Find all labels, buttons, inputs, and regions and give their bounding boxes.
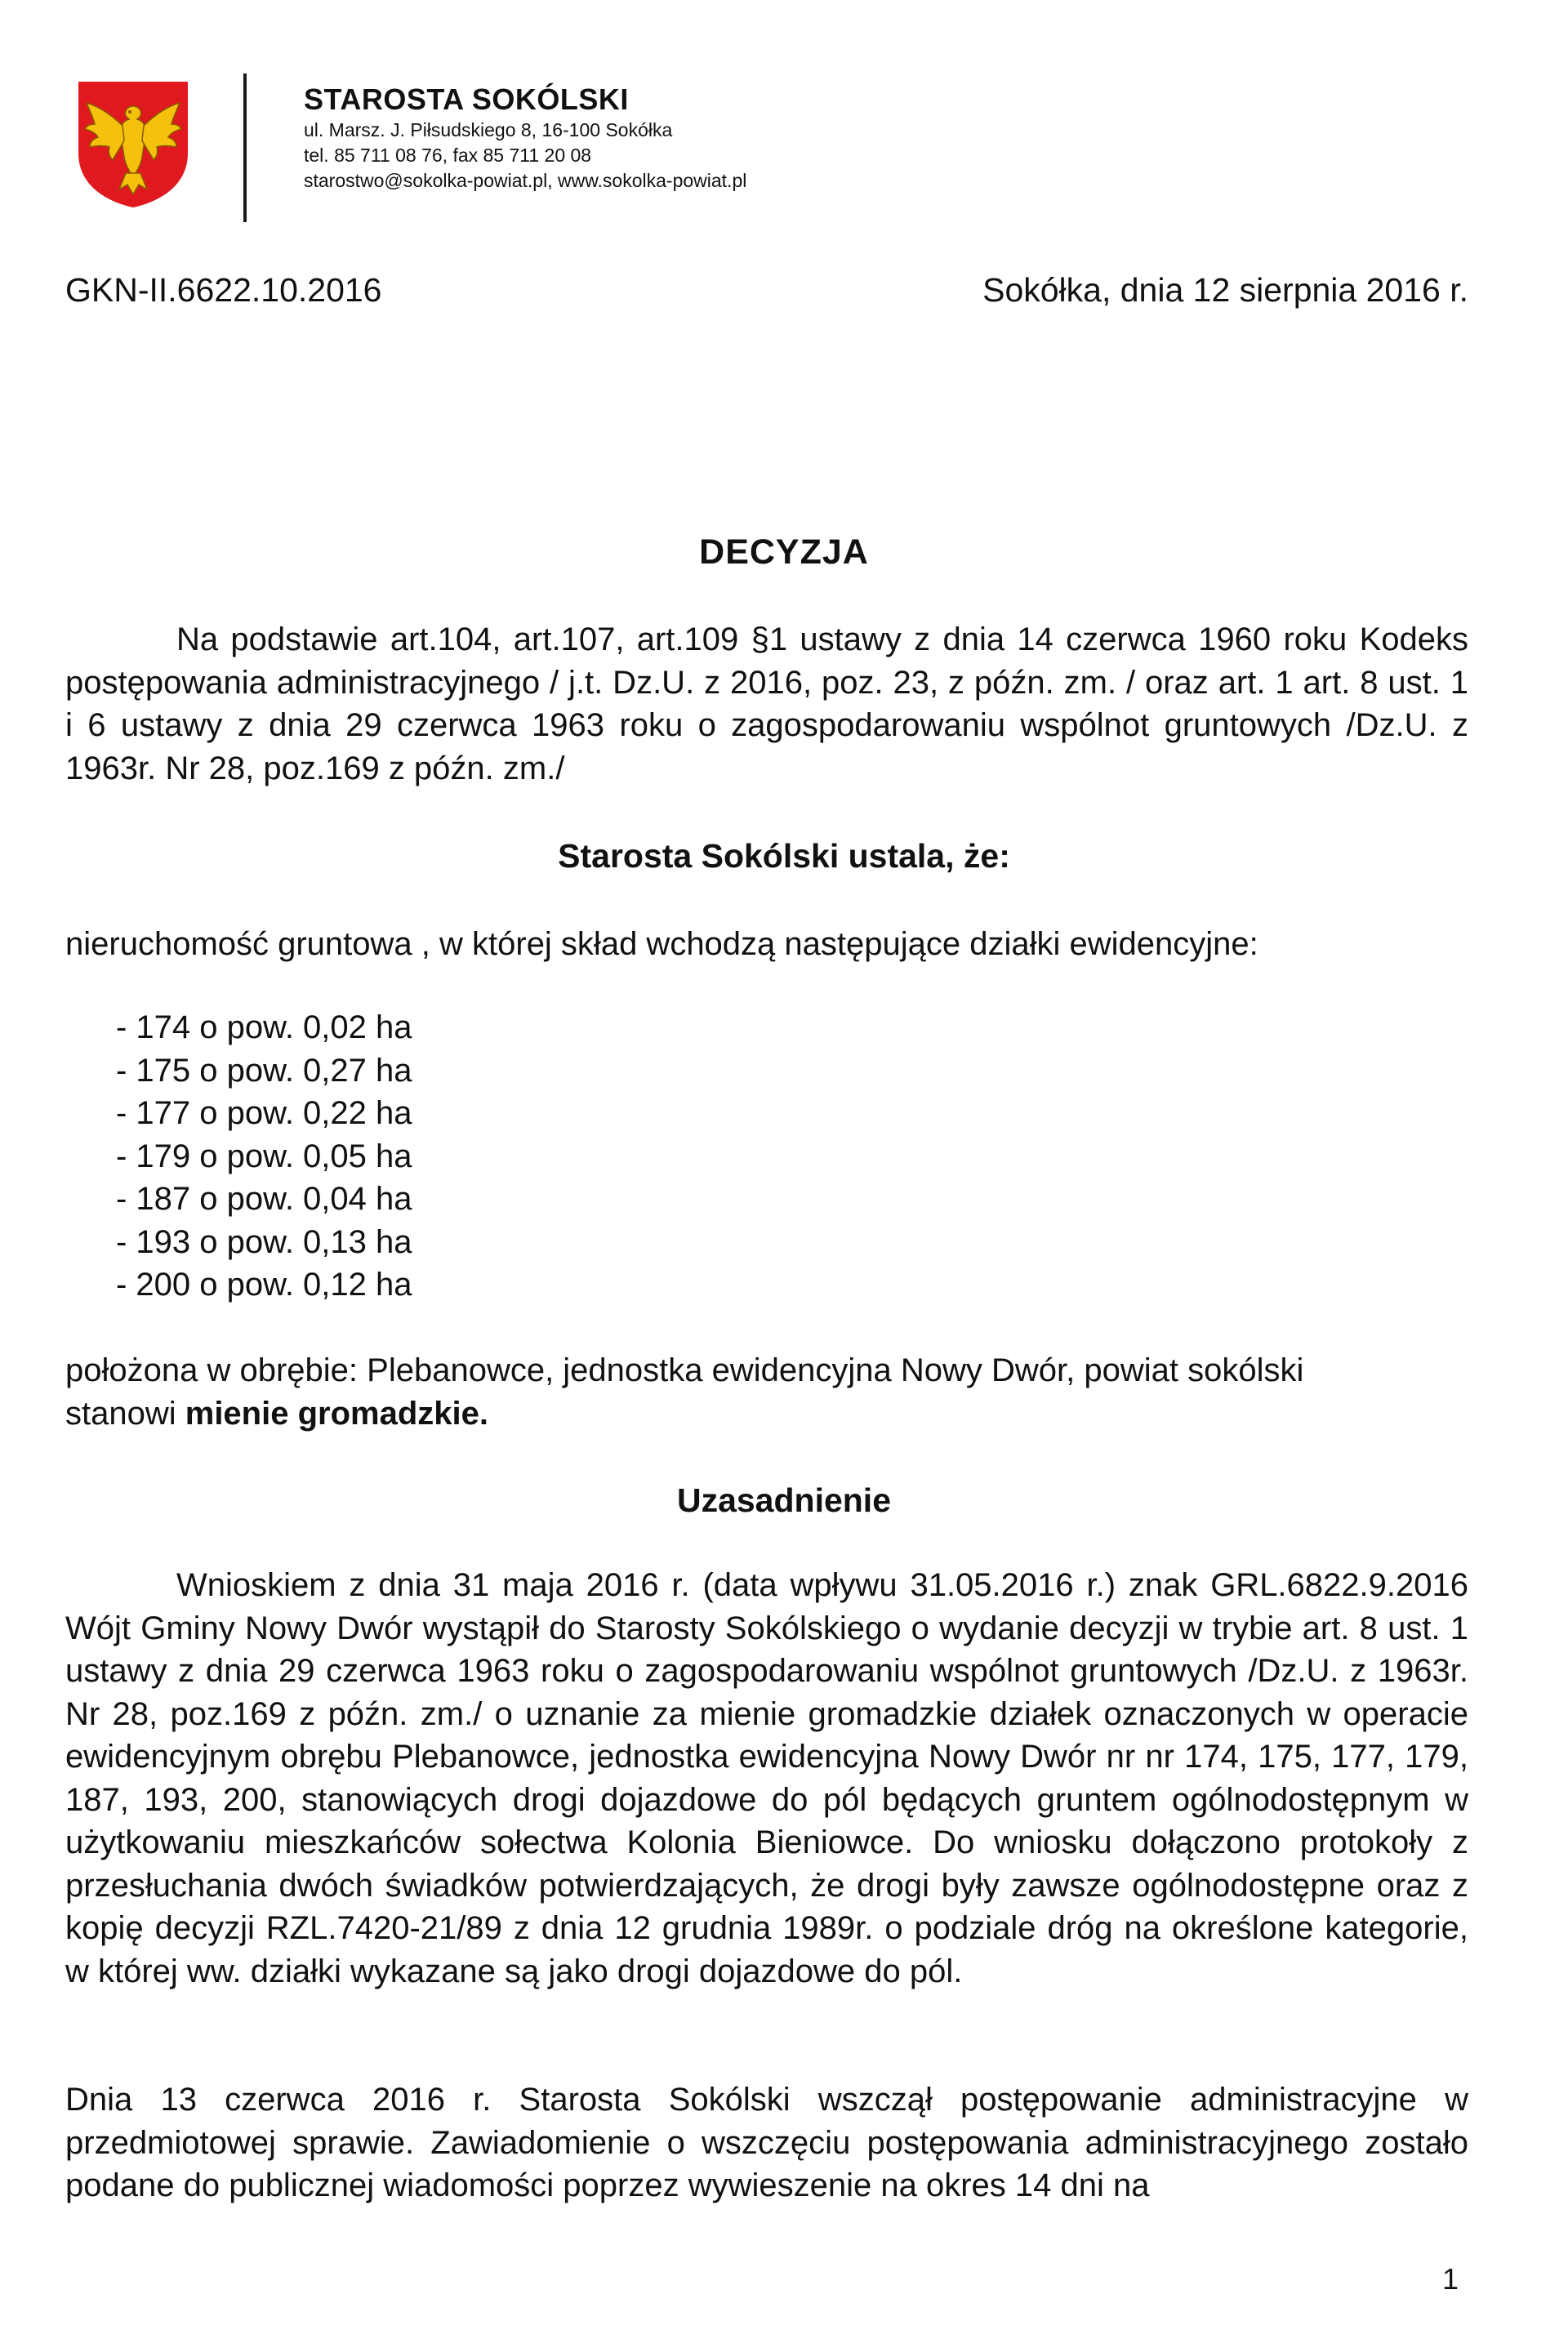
letterhead-divider (243, 74, 247, 222)
status-prefix: stanowi (65, 1395, 185, 1432)
location-line: położona w obrębie: Plebanowce, jednostka ewidencyjna Nowy Dwór, powiat sokólski (65, 1352, 1304, 1388)
status-value: mienie gromadzkie. (185, 1395, 488, 1432)
page-number: 1 (1441, 2262, 1459, 2296)
office-address: ul. Marsz. J. Piłsudskiego 8, 16-100 Sokółka (304, 119, 673, 140)
letterhead (304, 82, 746, 194)
list-item: - 177 o pow. 0,22 ha (116, 1095, 412, 1131)
location-paragraph (65, 1349, 1468, 1435)
plots-list (116, 1006, 412, 1307)
justification-heading: Uzasadnienie (676, 1481, 892, 1519)
justification-paragraph-1: Wnioskiem z dnia 31 maja 2016 r. (data wpływu 31.05.2016 r.) znak GRL.6822.9.2016 Wójt Gminy Nowy Dwór wystąpił do Starosty Sokólskiego o wydanie decyzji w trybie art. 8 ust. 1 ustawy z dnia 29 czerwca 1963 roku o zagospodarowaniu wspólnot gruntowych /Dz.U. z 1963r. Nr 28, poz.169 z późn. zm./ o uznanie za mienie gromadzkie działek oznaczonych w operacie ewidencyjnym obrębu Plebanowce, jednostka ewidencyjna Nowy Dwór nr nr 174, 175, 177, 179, 187, 193, 200, stanowiących drogi dojazdowe do pól będących gruntem ogólnodostępnym w użytkowaniu mieszkańców sołectwa Kolonia Bieniowce. Do wniosku dołączono protokoły z przesłuchania dwóch świadków potwierdzających, że drogi były zawsze ogólnodostępne oraz z kopię decyzji RZL.7420-21/89 z dnia 12 grudnia 1989r. o podziale dróg na określone kategorie, w której ww. działki wykazane są jako drogi dojazdowe do pól. (65, 1567, 1468, 1989)
office-phone: tel. 85 711 08 76, fax 85 711 20 08 (304, 145, 592, 166)
ruling-heading: Starosta Sokólski ustala, że: (558, 837, 1010, 875)
list-item: - 187 o pow. 0,04 ha (116, 1181, 412, 1217)
legal-basis-paragraph: Na podstawie art.104, art.107, art.109 §1 ustawy z dnia 14 czerwca 1960 roku Kodeks postępowania administracyjnego / j.t. Dz.U. z 2016, poz. 23, z późn. zm. / oraz art. 1 art. 8 ust. 1 i 6 ustawy z dnia 29 czerwca 1963 roku o zagospodarowaniu wspólnot gruntowych /Dz.U. z 1963r. Nr 28, poz.169 z późn. zm./ (65, 621, 1468, 786)
office-name: STAROSTA SOKÓLSKI (304, 82, 629, 116)
document-title: DECYZJA (699, 532, 869, 572)
coat-of-arms-icon (75, 78, 191, 211)
status-line (65, 1392, 1468, 1436)
list-item: - 175 o pow. 0,27 ha (116, 1052, 412, 1089)
list-item: - 193 o pow. 0,13 ha (116, 1223, 412, 1260)
property-intro: nieruchomość gruntowa , w której skład wchodzą następujące działki ewidencyjne: (65, 926, 1258, 962)
office-contact: starostwo@sokolka-powiat.pl, www.sokolka-powiat.pl (304, 170, 747, 191)
place-and-date: Sokółka, dnia 12 sierpnia 2016 r. (982, 271, 1468, 309)
list-item: - 179 o pow. 0,05 ha (116, 1138, 412, 1174)
case-reference: GKN-II.6622.10.2016 (65, 271, 382, 309)
list-item: - 200 o pow. 0,12 ha (116, 1267, 412, 1303)
list-item: - 174 o pow. 0,02 ha (116, 1009, 412, 1045)
justification-paragraph-2: Dnia 13 czerwca 2016 r. Starosta Sokólski wszczął postępowanie administracyjne w przedmiotowej sprawie. Zawiadomienie o wszczęciu postępowania administracyjnego zostało podane do publicznej wiadomości poprzez wywieszenie na okres 14 dni na (65, 2082, 1468, 2203)
